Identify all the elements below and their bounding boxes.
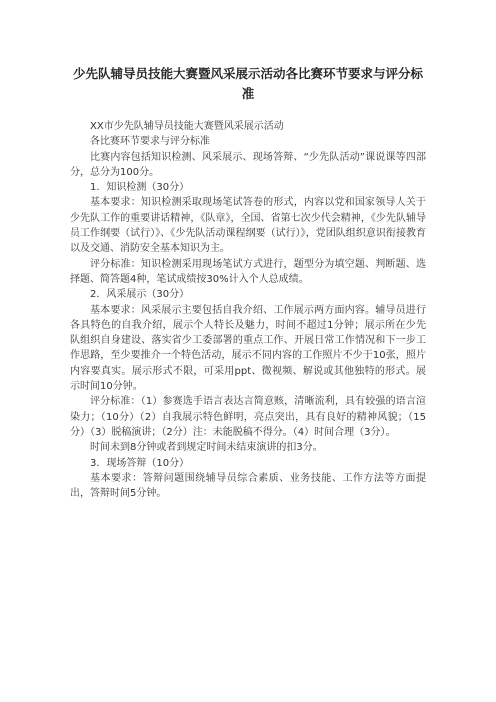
paragraph-defense-requirements: 基本要求：答辩问题围绕辅导员综合素质、业务技能、工作方法等方面提出，答辩时间5分钟。 — [70, 472, 426, 500]
paragraph-overview: 比赛内容包括知识检测、风采展示、现场答辩、“少先队活动”课说课等四部分，总分为100分。 — [70, 151, 426, 178]
paragraph-knowledge-requirements: 基本要求：知识检测采取现场笔试答卷的形式，内容以党和国家领导人关于少先队工作的重要讲话精神，《队章》，全国、省第七次少代会精神，《少先队辅导员工作纲要（试行）》、《少先队活动课程纲要（试行）》，党团队组织意识衔接教育以及交通、消防安全基本知识为主。 — [70, 197, 426, 255]
paragraph-event-name: XX市少先队辅导员技能大赛暨风采展示活动 — [90, 121, 284, 132]
document-title: 少先队辅导员技能大赛暨风采展示活动各比赛环节要求与评分标准 — [72, 66, 423, 101]
paragraph-showcase-requirements: 基本要求：风采展示主要包括自我介绍、工作展示两方面内容。辅导员进行各具特色的自我介绍，展示个人特长及魅力，时间不超过1分钟；展示所在少先队组织自身建设、落实省少工委部署的重点工作、开展日常工作情况和下一步工作思路，至少要推介一个特色活动，展示不同内容的工作照片不少于10张，照片内容要真实。展示形式不限，可采用ppt、微视频、解说或其他独特的形式。展示时间10分钟。 — [70, 304, 426, 393]
section-heading-defense: 3．现场答辩（10分） — [90, 457, 190, 469]
section-heading-knowledge-test: 1．知识检测（30分） — [90, 182, 190, 194]
paragraph-knowledge-scoring: 评分标准：知识检测采用现场笔试方式进行，题型分为填空题、判断题、选择题、简答题4种，笔试成绩按30%计入个人总成绩。 — [70, 258, 426, 285]
section-heading-showcase: 2．风采展示（30分） — [90, 289, 190, 301]
document-body — [70, 119, 426, 501]
paragraph-time-penalty: 时间未到8分钟或者到规定时间未结束演讲的扣3分。 — [90, 442, 323, 454]
paragraph-showcase-scoring: 评分标准：（1）参赛选手语言表达言简意赅，清晰流利，具有较强的语言渲染力；（10分）（2）自我展示特色鲜明，亮点突出，具有良好的精神风貌；（15分）（3）脱稿演讲；（2分）注：未能脱稿不得分。（4）时间合理（3分）。 — [70, 396, 426, 438]
paragraph-subtitle: 各比赛环节要求与评分标准 — [90, 136, 210, 148]
